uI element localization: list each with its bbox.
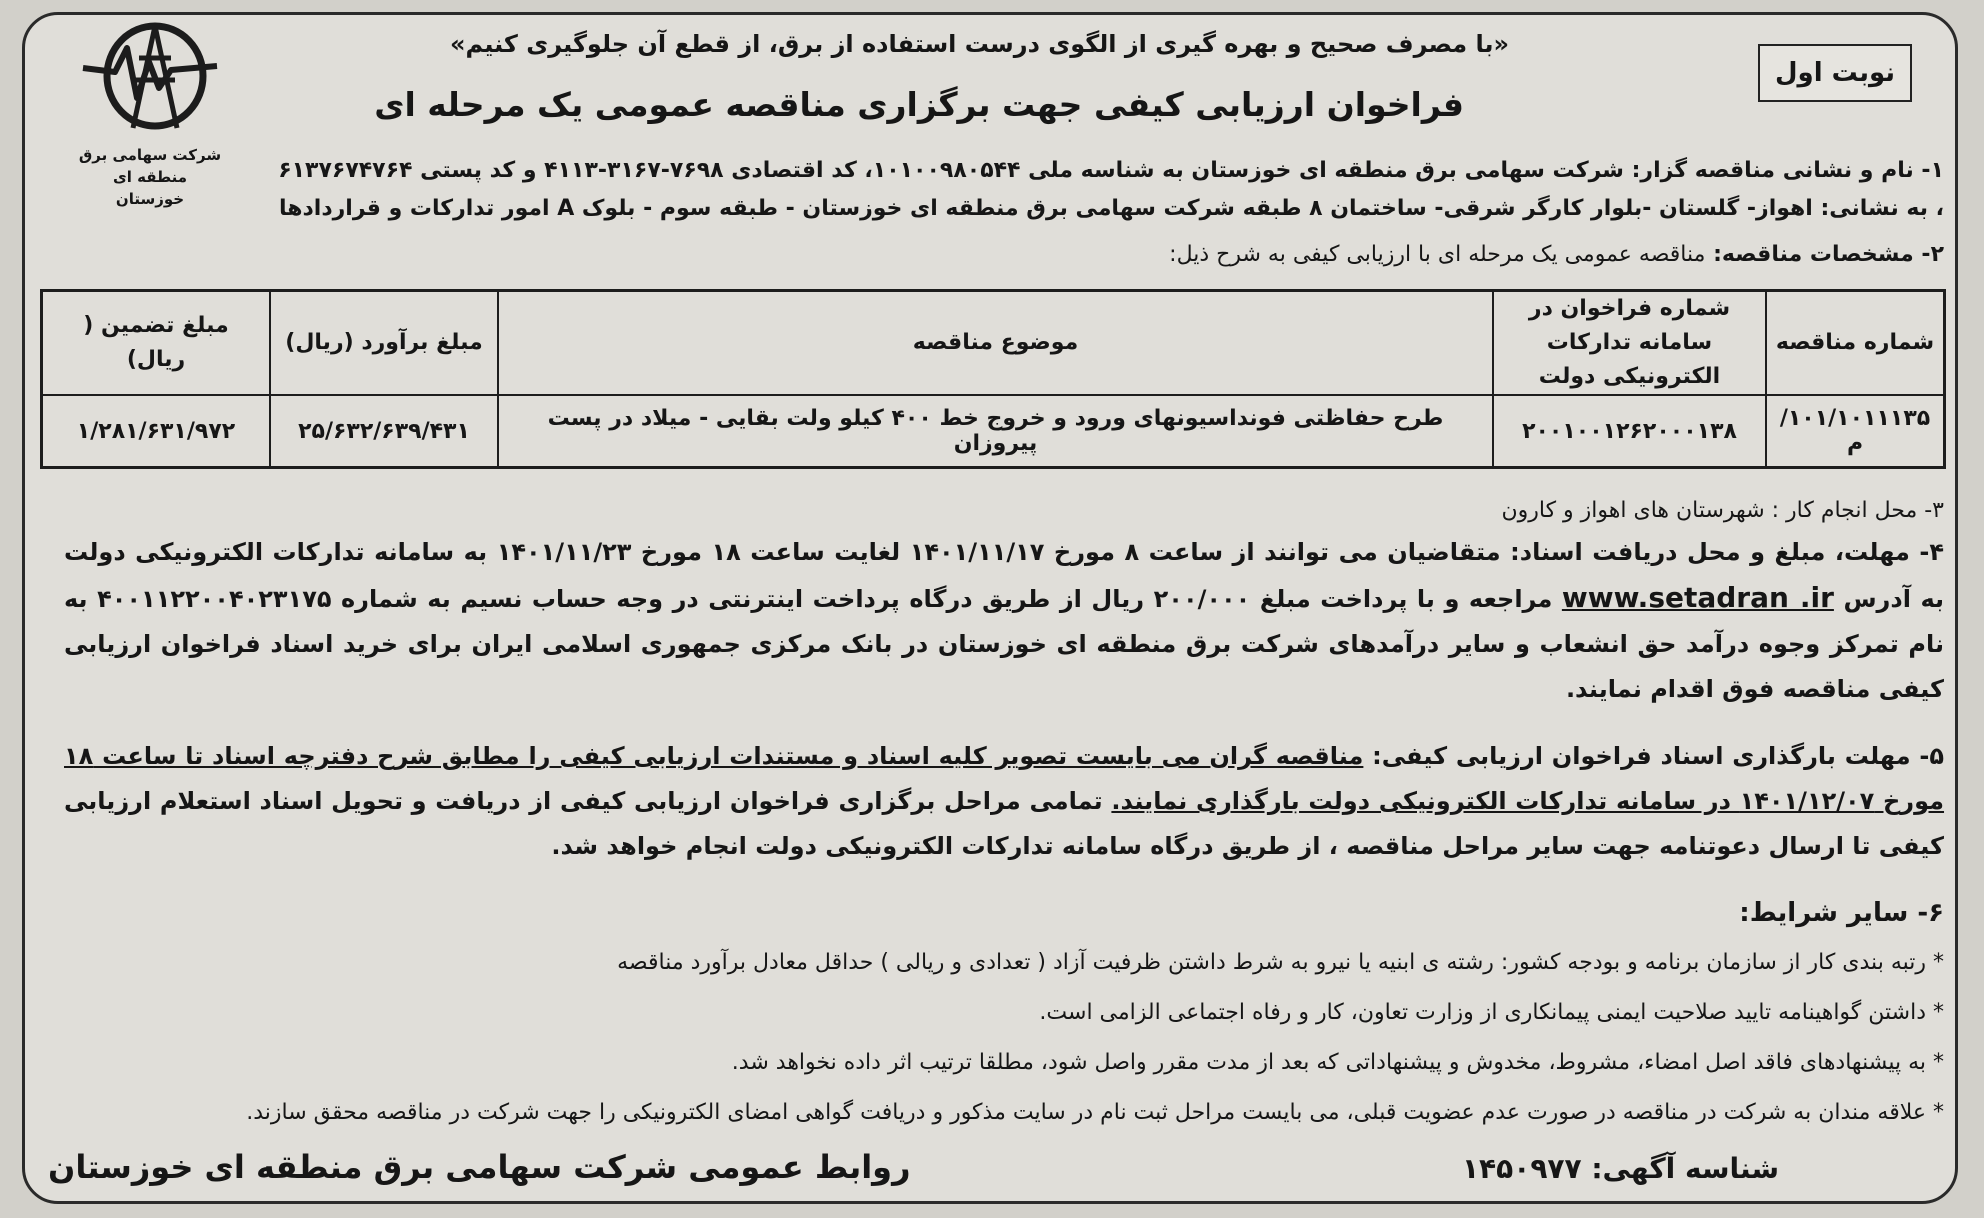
- section5-underlined: مناقصه گران می بایست تصویر کلیه اسناد و مستندات ارزیابی کیفی را مطابق شرح دفترچه اسناد تا ساعت ۱۸ مورخ ۱۴۰۱/۱۲/۰۷ در سامانه تدارکات الکترونیکی دولت بارگذاری نمایند.: [64, 742, 1945, 815]
- section3-label: ۳- محل انجام کار :: [1771, 498, 1944, 523]
- table-row: [42, 395, 1945, 468]
- section1-line1: [278, 158, 1944, 183]
- cell-guarantee: ۱/۲۸۱/۶۳۱/۹۷۲: [42, 395, 271, 468]
- logo-caption-line2: خوزستان: [115, 190, 185, 208]
- section6-label: ۶- سایر شرایط:: [1739, 898, 1944, 928]
- section5-part1: ۵- مهلت بارگذاری اسناد فراخوان ارزیابی کیفی:: [1372, 742, 1945, 770]
- col-tender-no: شماره مناقصه: [1766, 291, 1945, 396]
- public-relations-signature: روابط عمومی شرکت سهامی برق منطقه ای خوزستان: [48, 1148, 911, 1186]
- table-header-row: [42, 291, 1945, 396]
- section2-text: مناقصه عمومی یک مرحله ای با ارزیابی کیفی به شرح ذیل:: [1169, 242, 1706, 267]
- section4-part2: مراجعه و با پرداخت مبلغ ۲۰۰/۰۰۰ ریال از طریق درگاه پرداخت اینترنتی در وجه حساب نسیم به شماره ۴۰۰۱۱۲۲۰۰۴۰۲۳۱۷۵ به نام تمرکز وجوه درآمد حق انشعاب و سایر درآمدهای شرکت برق منطقه ای خوزستان در بانک مرکزی جمهوری اسلامی ایران برای خرید اسناد فراخوان ارزیابی کیفی مناقصه فوق اقدام نمایند.: [64, 585, 1944, 703]
- tender-table: [40, 289, 1946, 469]
- section5: [64, 734, 1944, 869]
- cell-subject: طرح حفاظتی فونداسیونهای ورود و خروج خط ۴۰۰ کیلو ولت بقایی - میلاد در پست پیروزان: [498, 395, 1493, 468]
- section1-text: شرکت سهامی برق منطقه ای خوزستان به شناسه ملی ۱۰۱۰۰۹۸۰۵۴۴، کد اقتصادی ۷۶۹۸-۳۱۶۷-۴۱۱۳ و کد پستی ۶۱۳۷۶۷۴۷۶۴: [278, 158, 1624, 183]
- section3: [1501, 498, 1944, 523]
- section3-text: شهرستان های اهواز و کارون: [1501, 498, 1765, 523]
- company-logo: [55, 18, 245, 218]
- condition-item-3: * به پیشنهادهای فاقد اصل امضاء، مشروط، مخدوش و پیشنهاداتی که بعد از مدت مقرر واصل شود، مطلقا ترتیب اثر داده نخواهد شد.: [731, 1050, 1944, 1075]
- page-title: فراخوان ارزیابی کیفی جهت برگزاری مناقصه عمومی یک مرحله ای: [374, 85, 1464, 124]
- section5-part2: تمامی مراحل برگزاری فراخوان ارزیابی کیفی از دریافت و تحویل اسناد استعلام ارزیابی کیفی تا ارسال دعوتنامه جهت سایر مراحل مناقصه ، از طریق درگاه سامانه تدارکات الکترونیکی دولت انجام خواهد شد.: [64, 787, 1944, 860]
- section1-line2: ، به نشانی: اهواز- گلستان -بلوار کارگر شرقی- ساختمان ۸ طبقه شرکت سهامی برق منطقه ای خوزستان - طبقه سوم - بلوک A امور تدارکات و قراردادها: [278, 196, 1944, 221]
- section4-part1: ۴- مهلت، مبلغ و محل دریافت اسناد: متقاضیان می توانند از ساعت ۸ مورخ ۱۴۰۱/۱۱/۱۷ لغایت ساعت ۱۸ مورخ ۱۴۰۱/۱۱/۲۳ به سامانه تدارکات الکترونیکی دولت به آدرس: [64, 538, 1945, 613]
- section1-label: ۱- نام و نشانی مناقصه گزار:: [1631, 158, 1944, 183]
- col-guarantee: مبلغ تضمین ( ریال): [42, 291, 271, 396]
- condition-item-1: * رتبه بندی کار از سازمان برنامه و بودجه کشور: رشته ی ابنیه یا نیرو به شرط داشتن ظرفیت آزاد ( تعدادی و ریالی ) حداقل معادل برآورد مناقصه: [617, 950, 1944, 975]
- logo-caption-line1: شرکت سهامی برق منطقه ای: [78, 146, 222, 186]
- col-subject: موضوع مناقصه: [498, 291, 1493, 396]
- tower-logo-icon: [75, 18, 225, 138]
- website-link[interactable]: www.setadran .ir: [1561, 581, 1834, 614]
- condition-item-4: * علاقه مندان به شرکت در مناقصه در صورت عدم عضویت قبلی، می بایست مراحل ثبت نام در سایت مذکور و دریافت گواهی امضای الکترونیکی را جهت شرکت در مناقصه محقق سازند.: [246, 1100, 1944, 1125]
- section2-label: ۲- مشخصات مناقصه:: [1713, 242, 1944, 267]
- cell-tender-no: ۱۰۱/۱۰۱۱۱۳۵/م: [1766, 395, 1945, 468]
- cell-estimate: ۲۵/۶۳۲/۶۳۹/۴۳۱: [270, 395, 498, 468]
- round-badge: نوبت اول: [1758, 44, 1912, 102]
- section4: [64, 530, 1944, 712]
- condition-item-2: * داشتن گواهینامه تایید صلاحیت ایمنی پیمانکاری از وزارت تعاون، کار و رفاه اجتماعی الزامی است.: [1039, 1000, 1944, 1025]
- section2: [1169, 242, 1944, 267]
- cell-setad-no: ۲۰۰۱۰۰۱۲۶۲۰۰۰۱۳۸: [1493, 395, 1766, 468]
- ad-id: شناسه آگهی: ۱۴۵۰۹۷۷: [1461, 1152, 1779, 1185]
- slogan: «با مصرف صحیح و بهره گیری از الگوی درست استفاده از برق، از قطع آن جلوگیری کنیم»: [450, 30, 1509, 58]
- col-estimate: مبلغ برآورد (ریال): [270, 291, 498, 396]
- col-setad-no: شماره فراخوان در سامانه تدارکات الکترونیکی دولت: [1493, 291, 1766, 396]
